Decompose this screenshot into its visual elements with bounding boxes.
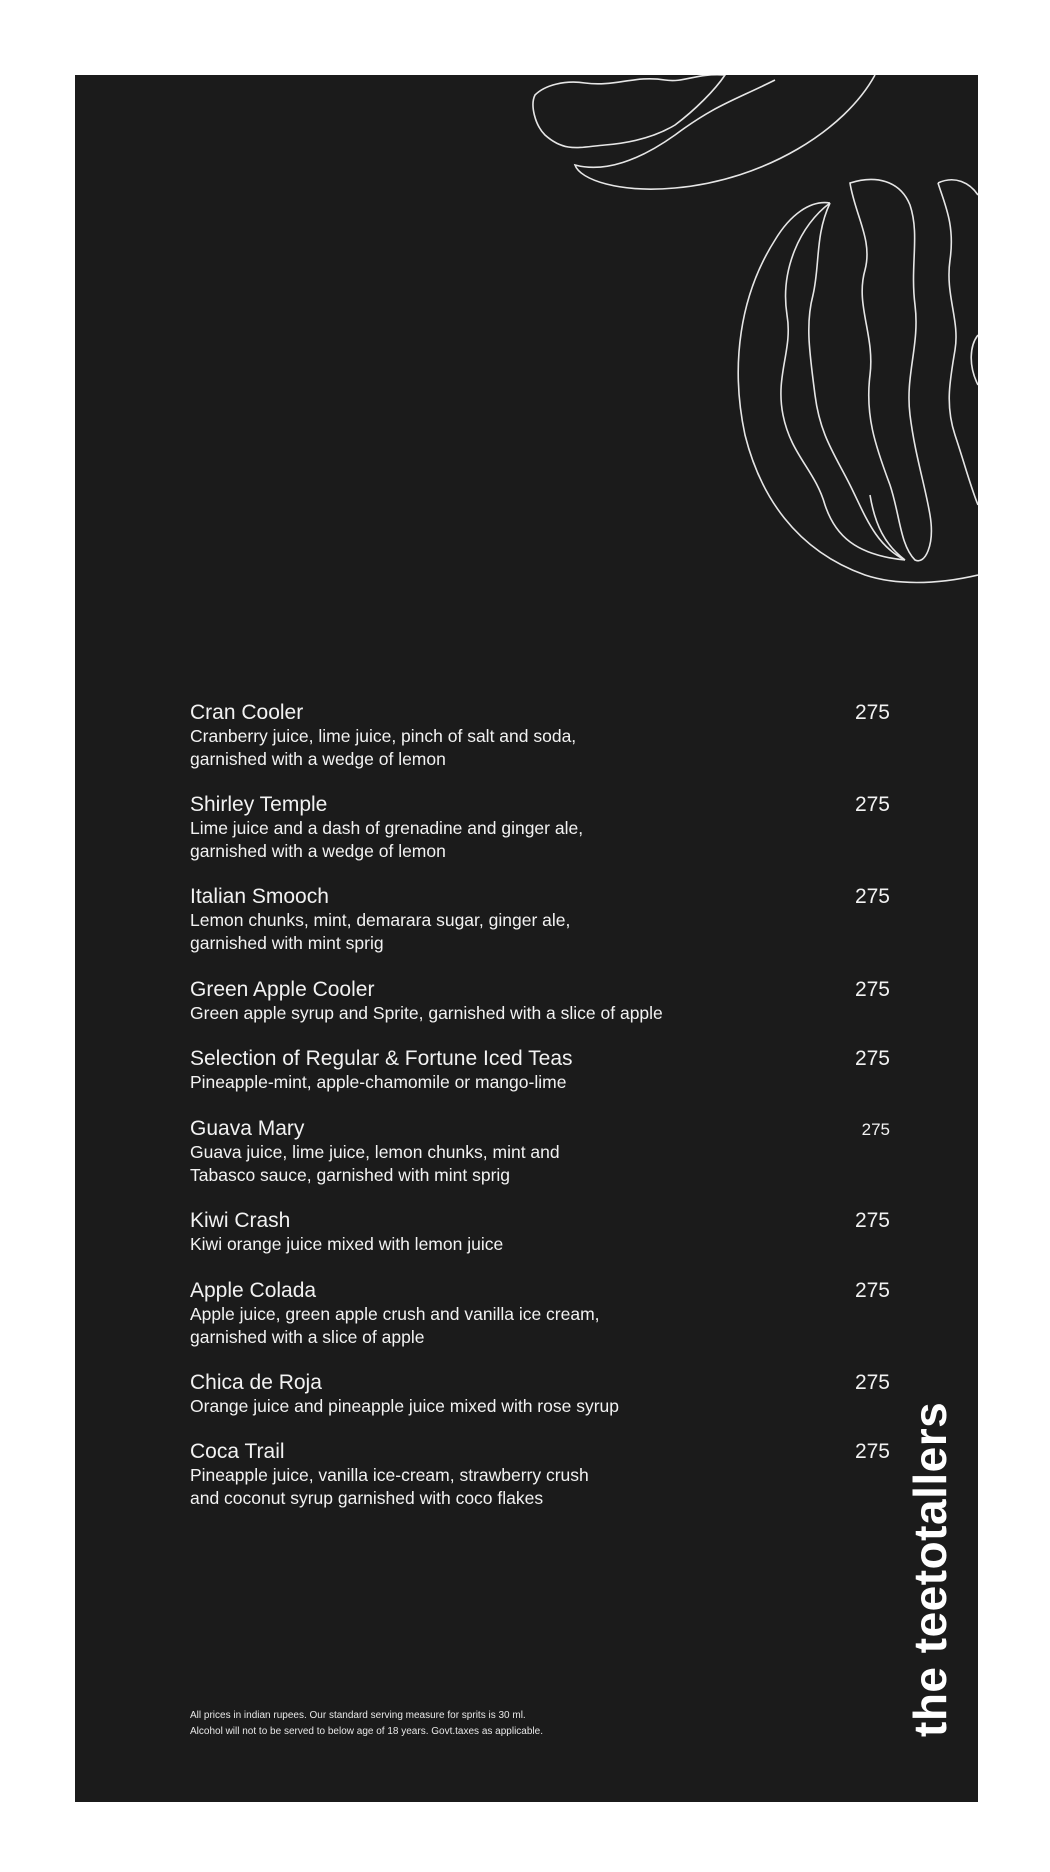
item-description: Orange juice and pineapple juice mixed with rose syrup xyxy=(190,1396,619,1416)
item-name: Chica de Roja xyxy=(190,1371,322,1394)
brand-title: the teetotallers xyxy=(904,1401,956,1737)
item-description: Apple juice, green apple crush and vanilla ice cream, garnished with a slice of apple xyxy=(190,1304,600,1347)
item-description: Pineapple-mint, apple-chamomile or mango-lime xyxy=(190,1072,567,1092)
item-name: Selection of Regular & Fortune Iced Teas xyxy=(190,1047,573,1070)
item-description: Lemon chunks, mint, demarara sugar, ginger ale, garnished with mint sprig xyxy=(190,910,571,953)
item-name: Cran Cooler xyxy=(190,701,304,724)
footnote: All prices in indian rupees. Our standard serving measure for sprits is 30 ml. Alcohol will not to be served to below age of 18 years. Govt.taxes as applicable. xyxy=(190,1710,543,1737)
item-price: 275 xyxy=(854,793,890,816)
item-price: 275 xyxy=(854,1279,890,1302)
menu-panel xyxy=(75,75,978,1802)
item-name: Coca Trail xyxy=(190,1440,285,1463)
item-price: 275 xyxy=(854,1371,890,1394)
item-description: Cranberry juice, lime juice, pinch of salt and soda, garnished with a wedge of lemon xyxy=(190,726,577,769)
item-price: 275 xyxy=(861,1120,890,1139)
item-price: 275 xyxy=(854,701,890,724)
item-price: 275 xyxy=(854,978,890,1001)
item-description: Kiwi orange juice mixed with lemon juice xyxy=(190,1234,504,1254)
item-name: Shirley Temple xyxy=(190,793,328,816)
item-description: Guava juice, lime juice, lemon chunks, mint and Tabasco sauce, garnished with mint sprig xyxy=(190,1142,560,1185)
item-price: 275 xyxy=(854,1209,890,1232)
item-name: Italian Smooch xyxy=(190,885,329,908)
item-description: Green apple syrup and Sprite, garnished with a slice of apple xyxy=(190,1003,663,1023)
item-name: Apple Colada xyxy=(190,1279,317,1302)
item-price: 275 xyxy=(854,885,890,908)
item-description: Pineapple juice, vanilla ice-cream, strawberry crush and coconut syrup garnished with coco flakes xyxy=(190,1465,589,1508)
item-name: Green Apple Cooler xyxy=(190,978,375,1001)
item-name: Kiwi Crash xyxy=(190,1209,291,1232)
watermelon-illustration-icon xyxy=(75,75,978,675)
item-price: 275 xyxy=(854,1440,890,1463)
item-name: Guava Mary xyxy=(190,1117,305,1140)
item-description: Lime juice and a dash of grenadine and ginger ale, garnished with a wedge of lemon xyxy=(190,818,584,861)
item-price: 275 xyxy=(854,1047,890,1070)
